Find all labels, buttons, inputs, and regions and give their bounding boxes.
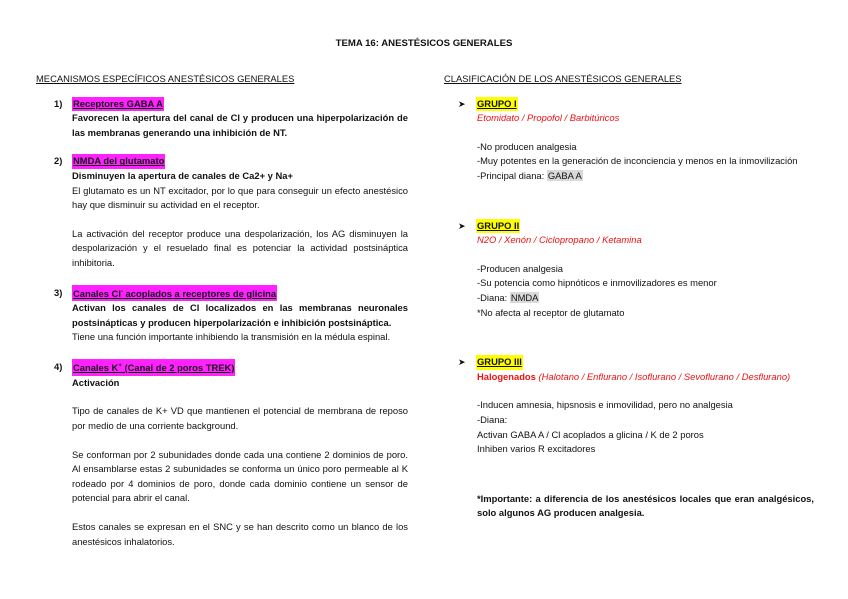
item-number: 3) [54, 286, 63, 298]
target-highlight: NMDA [510, 291, 539, 303]
item-number: 2) [54, 155, 63, 167]
item-text: Favorecen la apertura del canal de Cl y producen una hiperpolarización de las membranas generando una inhibición de NT. [72, 112, 408, 138]
group-line: -Principal diana: GABA A [477, 169, 582, 181]
group-line: -Muy potentes en la generación de inconciencia y menos en la inmovilización [477, 155, 798, 167]
group-line: Activan GABA A / Cl acoplados a glicina / K de 2 poros [477, 428, 704, 440]
group-line: -No producen analgesia [477, 140, 577, 152]
group-title: GRUPO III [476, 355, 523, 370]
group-line: -Diana: [477, 413, 508, 425]
group-line: -Producen analgesia [477, 262, 563, 274]
item-bold-text: Activación [72, 376, 120, 388]
group-subtitle: N2O / Xenón / Ciclopropano / Ketamina [477, 234, 642, 246]
important-note: *Importante: a diferencia de los anestésicos locales que eran analgésicos, solo algunos AG producen analgesia. [477, 492, 814, 519]
group-line: -Diana: NMDA [477, 291, 539, 303]
item-paragraph: Se conforman por 2 subunidades donde cada una contiene 2 dominios de poro. Al ensamblarse estas 2 subunidades se conforma un único poro permeable al K rodeado por 4 dominios de poro, donde cada dominio contiene un sensor de potencial para abrir el canal. [72, 448, 408, 504]
item-bold-text: Disminuyen la apertura de canales de Ca2+ y Na+ [72, 169, 293, 181]
arrow-bullet-icon: ➤ [458, 220, 466, 231]
group-line: Inhiben varios R excitadores [477, 443, 596, 455]
group-2 [444, 219, 814, 321]
classification-heading: CLASIFICACIÓN DE LOS ANESTÉSICOS GENERALES [444, 73, 682, 84]
item-paragraph: Tiene una función importante inhibiendo la transmisión en la médula espinal. [72, 331, 391, 343]
arrow-bullet-icon: ➤ [458, 357, 466, 368]
arrow-bullet-icon: ➤ [458, 98, 466, 109]
item-paragraph: Estos canales se expresan en el SNC y se han descrito como un blanco de los anestésicos inhalatorios. [72, 520, 408, 547]
item-number: 1) [54, 97, 63, 109]
left-column [36, 72, 408, 549]
group-line: -Inducen amnesia, hipsnosis e inmovilidad, pero no analgesia [477, 399, 733, 411]
item-label: Canales Cl- acoplados a receptores de glicina [72, 285, 277, 302]
group-1 [444, 97, 814, 184]
mechanism-item-1 [36, 97, 408, 141]
item-paragraph: Tipo de canales de K+ VD que mantienen el potencial de membrana de reposo por medio de una corriente background. [72, 405, 408, 431]
item-number: 4) [54, 361, 63, 373]
group-line: -Su potencia como hipnóticos e inmovilizadores es menor [477, 277, 717, 289]
mechanism-item-4 [36, 359, 408, 549]
mechanism-item-3 [36, 285, 408, 346]
group-3 [444, 355, 814, 457]
group-subtitle: Halogenados (Halotano / Enflurano / Isoflurano / Sevoflurano / Desflurano) [477, 370, 791, 382]
group-title: GRUPO II [476, 219, 520, 234]
group-title: GRUPO I [476, 97, 518, 112]
item-label: Receptores GABA A [72, 97, 164, 112]
mechanism-item-2 [36, 154, 408, 270]
item-paragraph: El glutamato es un NT excitador, por lo que para conseguir un efecto anestésico hay que disminuir su actividad en el receptor. [72, 184, 408, 211]
group-subtitle: Etomidato / Propofol / Barbitúricos [477, 112, 620, 124]
target-highlight: GABA A [547, 169, 582, 181]
page-title: TEMA 16: ANESTÉSICOS GENERALES [335, 38, 513, 49]
right-column [444, 72, 814, 521]
mechanisms-heading: MECANISMOS ESPECÍFICOS ANESTÉSICOS GENERALES [36, 73, 295, 84]
group-line: *No afecta al receptor de glutamato [477, 306, 625, 318]
item-label: NMDA del glutamato [72, 154, 165, 169]
item-label: Canales K+ (Canal de 2 poros TREK) [72, 359, 235, 376]
item-paragraph: La activación del receptor produce una despolarización, los AG disminuyen la despolarización y el resuelado final es potenciar la actividad postsináptica inhibitoria. [72, 227, 408, 268]
item-bold-text: Activan los canales de Cl localizados en las membranas neuronales postsinápticas y producen hiperpolarización e inhibición postsináptica. [72, 302, 408, 328]
